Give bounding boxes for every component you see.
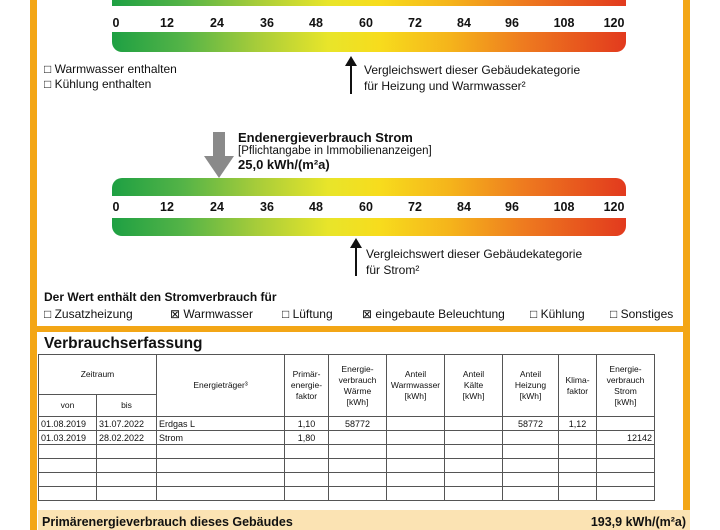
tick-label: 24 [210,16,224,30]
tick-label: 108 [553,16,575,30]
table-cell [39,473,97,487]
footer-value: 193,9 kWh/(m²a) [590,515,686,529]
left-border [30,0,37,530]
table-cell [387,473,445,487]
table-cell [559,431,597,445]
include-lueftung[interactable]: □ Lüftung [282,307,333,321]
table-cell [285,459,329,473]
header-zeitraum: Zeitraum [39,355,157,395]
header-anteil-kaelte [445,355,503,417]
reference-text-top [364,62,580,94]
header-line: [kWh] [404,391,427,401]
header-energieverbrauch-waerme [329,355,387,417]
header-line: verbrauch [338,374,377,385]
tick-label: 0 [112,200,120,214]
tick-label: 48 [309,16,323,30]
header-anteil-warmwasser [387,355,445,417]
tick-label: 108 [553,200,575,214]
table-cell [503,473,559,487]
header-line: Primär- [292,369,321,379]
table-cell: Strom [157,431,285,445]
tick-label: 84 [457,200,471,214]
table-cell [503,487,559,501]
header-line: Kälte [463,380,484,390]
tick-label: 60 [359,200,373,214]
footer-label: Primärenergieverbrauch dieses Gebäudes [42,515,293,529]
table-row [39,445,655,459]
table-cell [445,459,503,473]
header-line: Anteil [404,369,427,379]
table-cell [503,445,559,459]
reference-arrow-top [350,58,352,94]
tick-label: 12 [160,200,174,214]
strom-title: Endenergieverbrauch Strom [238,130,413,145]
checkbox-kuehlung[interactable]: □ Kühlung enthalten [44,77,152,91]
table-cell [329,431,387,445]
header-energietraeger: Energieträger³ [157,355,285,417]
table-cell: 28.02.2022 [97,431,157,445]
tick-label: 24 [210,200,224,214]
consumption-table [38,354,655,501]
header-line: Warmwasser [390,380,441,390]
table-cell: 12142 [597,431,655,445]
table-row [39,487,655,501]
table-cell [157,473,285,487]
table-cell [559,459,597,473]
table-cell [597,473,655,487]
header-line: faktor [295,391,318,401]
table-cell [97,459,157,473]
tick-label: 72 [408,200,422,214]
table-cell: 01.08.2019 [39,417,97,431]
table-cell [387,487,445,501]
table-row [39,417,655,431]
table-cell [157,459,285,473]
down-arrow-icon [204,132,234,178]
right-border [683,0,690,530]
table-cell [559,445,597,459]
include-kuehlung[interactable]: □ Kühlung [530,307,585,321]
table-cell [559,473,597,487]
reference-text-strom [366,246,582,278]
table-cell [387,431,445,445]
table-cell [597,459,655,473]
table-cell: 1,80 [285,431,329,445]
table-cell [445,445,503,459]
header-energieverbrauch-strom [597,355,655,417]
table-cell: 01.03.2019 [39,431,97,445]
tick-label: 0 [112,16,120,30]
table-cell [503,459,559,473]
table-cell [329,487,387,501]
header-line: Anteil [519,369,542,379]
reference-line: für Heizung und Warmwasser² [364,79,526,93]
table-cell: 58772 [503,417,559,431]
header-line: [kWh] [346,396,369,407]
table-cell [329,459,387,473]
table-cell [445,417,503,431]
table-cell: 58772 [329,417,387,431]
tick-label: 36 [260,16,274,30]
table-row [39,459,655,473]
header-line: Wärme [343,385,372,396]
header-klimafaktor [559,355,597,417]
reference-arrow-strom [355,240,357,276]
header-line: Energie- [341,363,374,374]
table-cell [559,487,597,501]
table-cell [387,459,445,473]
header-line: [kWh] [614,396,637,407]
strom-heading [238,130,432,172]
table-cell [597,445,655,459]
table-cell: 1,10 [285,417,329,431]
table-cell [445,431,503,445]
header-line: Strom [614,385,637,396]
strom-value: 25,0 kWh/(m²a) [238,157,330,172]
include-beleuchtung[interactable]: ⊠ eingebaute Beleuchtung [362,307,505,321]
tick-label: 96 [505,16,519,30]
table-cell: 31.07.2022 [97,417,157,431]
section-divider [30,326,690,332]
table-cell [445,487,503,501]
reference-line: Vergleichswert dieser Gebäudekategorie [364,63,581,77]
table-cell: Erdgas L [157,417,285,431]
header-line: energie- [290,380,323,390]
table-cell [503,431,559,445]
tick-label: 48 [309,200,323,214]
table-cell [387,417,445,431]
primary-energy-footer [38,510,690,530]
include-sonstiges[interactable]: □ Sonstiges [610,307,674,321]
header-line: Klima- [565,374,590,385]
table-row [39,431,655,445]
tick-label: 72 [408,16,422,30]
tick-label: 84 [457,16,471,30]
table-cell [597,417,655,431]
table-cell [97,487,157,501]
reference-line: für Strom² [366,263,420,277]
table-cell [39,445,97,459]
tick-label: 120 [603,200,625,214]
includes-title: Der Wert enthält den Stromverbrauch für [44,290,277,304]
header-anteil-heizung [503,355,559,417]
table-cell [285,487,329,501]
table-cell [445,473,503,487]
table-cell [39,487,97,501]
checkbox-warmwasser[interactable]: □ Warmwasser enthalten [44,62,177,76]
reference-line: Vergleichswert dieser Gebäudekategorie [366,247,583,261]
table-cell: 1,12 [559,417,597,431]
header-line: Energie- [609,363,642,374]
header-line: Anteil [462,369,485,379]
include-warmwasser[interactable]: ⊠ Warmwasser [170,307,253,321]
tick-label: 120 [603,16,625,30]
header-von: von [39,395,97,417]
table-cell [157,487,285,501]
tick-label: 60 [359,16,373,30]
table-cell [97,445,157,459]
table-cell [285,473,329,487]
table-cell [39,459,97,473]
header-line: verbrauch [606,374,645,385]
header-line: Heizung [514,380,547,390]
header-primaerenergiefaktor [285,355,329,417]
tick-label: 12 [160,16,174,30]
table-cell [329,473,387,487]
table-cell [157,445,285,459]
header-line: [kWh] [519,391,542,401]
table-cell [597,487,655,501]
header-line: [kWh] [462,391,485,401]
table-cell [285,445,329,459]
strom-subtitle: [Pflichtangabe in Immobilienanzeigen] [238,145,432,157]
table-cell [329,445,387,459]
table-cell [97,473,157,487]
table-row [39,473,655,487]
tick-label: 96 [505,200,519,214]
header-line: faktor [566,385,589,396]
tick-label: 36 [260,200,274,214]
section-title: Verbrauchserfassung [44,335,203,352]
table-cell [387,445,445,459]
header-bis: bis [97,395,157,417]
include-zusatzheizung[interactable]: □ Zusatzheizung [44,307,133,321]
